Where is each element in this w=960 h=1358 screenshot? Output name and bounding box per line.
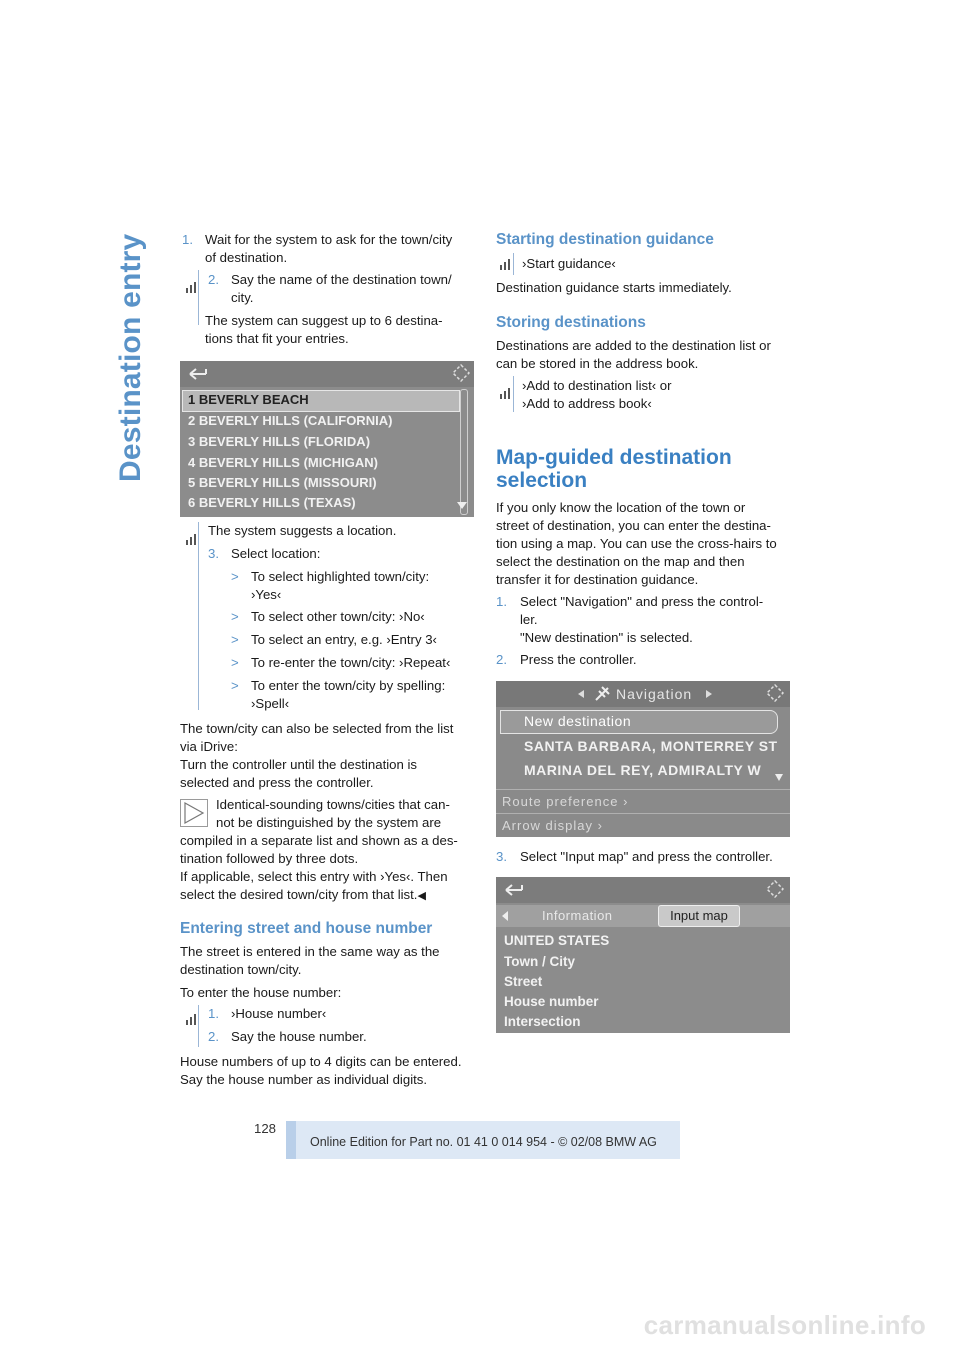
voice-command-icon bbox=[184, 1012, 198, 1026]
list-item[interactable]: UNITED STATES bbox=[504, 933, 610, 948]
map-step-1-text: Select "Navigation" and press the control- ler. "New destination" is selected. bbox=[520, 594, 764, 645]
menu-item-recent[interactable]: MARINA DEL REY, ADMIRALTY W bbox=[524, 762, 762, 778]
voice-bar bbox=[513, 253, 514, 275]
step-2-text: Say the name of the destination town/ city. bbox=[231, 272, 452, 305]
screenshot-input-map bbox=[496, 877, 790, 1033]
street-paragraph: The street is entered in the same way as the destination town/city. bbox=[180, 944, 440, 977]
divider bbox=[496, 789, 790, 790]
section-title: Destination entry bbox=[114, 233, 147, 482]
arrow-left-icon bbox=[500, 910, 510, 922]
satellite-icon bbox=[593, 685, 611, 703]
voice-bar bbox=[198, 522, 199, 710]
footer-accent bbox=[286, 1121, 296, 1159]
start-text: Destination guidance starts immediately. bbox=[496, 280, 732, 295]
tab-bar bbox=[496, 905, 790, 927]
tab-input-map[interactable]: Input map bbox=[658, 905, 740, 927]
back-arrow-icon bbox=[188, 367, 208, 381]
settings-diamond-icon bbox=[766, 684, 784, 702]
house-intro: To enter the house number: bbox=[180, 985, 342, 1000]
voice-bar bbox=[513, 376, 514, 412]
house-step-1-text: ›House number‹ bbox=[231, 1006, 327, 1021]
list-item[interactable]: Intersection bbox=[504, 1014, 581, 1029]
arrow-right-icon bbox=[704, 689, 714, 699]
bullet-item: > To select highlighted town/city: ›Yes‹ bbox=[231, 569, 430, 602]
menu-item-arrow-display[interactable]: Arrow display › bbox=[502, 818, 603, 833]
voice-command-icon bbox=[498, 257, 512, 271]
list-item[interactable]: 3 BEVERLY HILLS (FLORIDA) bbox=[188, 434, 371, 449]
map-step-2-text: Press the controller. bbox=[520, 652, 637, 667]
list-item[interactable]: 4 BEVERLY HILLS (MICHIGAN) bbox=[188, 455, 378, 470]
menu-item-route-preference[interactable]: Route preference › bbox=[502, 794, 629, 809]
page-number: 128 bbox=[254, 1121, 277, 1136]
note-paragraph: Identical-sounding towns/cities that can- not be distinguished by the system are compiled in a separate list and shown as a des- tination followed by three dots. If applicable, select this entry with ›Yes‹. Then select the desired town/city from that list.◀ bbox=[180, 797, 458, 902]
footer-text: Online Edition for Part no. 01 41 0 014 954 - © 02/08 BMW AG bbox=[310, 1135, 657, 1149]
voice-bar bbox=[198, 270, 199, 325]
house-step-2: 2. bbox=[208, 1029, 219, 1044]
screen-header bbox=[180, 361, 474, 387]
watermark: carmanualsonline.info bbox=[643, 1310, 926, 1340]
tab-information[interactable]: Information bbox=[542, 908, 613, 923]
street-heading: Entering street and house number bbox=[180, 920, 433, 937]
step-3-text: Select location: bbox=[231, 546, 321, 561]
idrive-paragraph: The town/city can also be selected from the list via iDrive: Turn the controller until the destination is selected and press the controller. bbox=[180, 721, 454, 790]
back-arrow-icon bbox=[504, 883, 524, 897]
map-step-3-text: Select "Input map" and press the controller. bbox=[520, 849, 773, 864]
bullet-item: > To re-enter the town/city: ›Repeat‹ bbox=[231, 655, 451, 670]
bullet-item: > To enter the town/city by spelling: ›Spell‹ bbox=[231, 678, 446, 711]
screen-header bbox=[496, 877, 790, 903]
list-item[interactable]: 5 BEVERLY HILLS (MISSOURI) bbox=[188, 475, 377, 490]
store-paragraph: Destinations are added to the destination list or can be stored in the address book. bbox=[496, 338, 771, 371]
screen-title: Navigation bbox=[616, 686, 693, 702]
bullet-item: > To select an entry, e.g. ›Entry 3‹ bbox=[231, 632, 437, 647]
list-item[interactable]: 2 BEVERLY HILLS (CALIFORNIA) bbox=[188, 413, 393, 428]
suggest-text: The system can suggest up to 6 destina- tions that fit your entries. bbox=[205, 313, 443, 346]
store-command: ›Add to destination list‹ or ›Add to address book‹ bbox=[522, 378, 672, 411]
screenshot-destination-list bbox=[180, 361, 474, 517]
house-step-2-text: Say the house number. bbox=[231, 1029, 367, 1044]
house-step-1: 1. bbox=[208, 1006, 219, 1021]
settings-diamond-icon bbox=[452, 364, 470, 382]
start-heading: Starting destination guidance bbox=[496, 231, 714, 248]
settings-diamond-icon bbox=[766, 880, 784, 898]
screenshot-navigation-menu bbox=[496, 681, 790, 837]
bullet-list bbox=[231, 568, 481, 717]
arrow-left-icon bbox=[576, 689, 586, 699]
step-2: 2. bbox=[208, 272, 219, 287]
step-1-text: Wait for the system to ask for the town/city of destination. bbox=[205, 232, 453, 265]
bullet-item: > To select other town/city: ›No‹ bbox=[231, 609, 425, 624]
menu-item-recent[interactable]: SANTA BARBARA, MONTERREY ST bbox=[524, 738, 778, 754]
map-heading: Map-guided destination selection bbox=[496, 446, 732, 492]
house-paragraph: House numbers of up to 4 digits can be entered. Say the house number as individual digits. bbox=[180, 1054, 462, 1087]
list-item[interactable]: 1 BEVERLY BEACH bbox=[188, 392, 309, 407]
suggests-location: The system suggests a location. bbox=[208, 523, 397, 538]
start-command: ›Start guidance‹ bbox=[522, 256, 616, 271]
step-3: 3. bbox=[208, 546, 219, 561]
end-marker-icon: ◀ bbox=[417, 890, 426, 902]
voice-command-icon bbox=[184, 532, 198, 546]
map-step-3: 3. bbox=[496, 849, 507, 864]
voice-command-icon bbox=[498, 386, 512, 400]
list-item[interactable]: House number bbox=[504, 994, 599, 1009]
map-step-2: 2. bbox=[496, 652, 507, 667]
list-item[interactable]: Town / City bbox=[504, 954, 575, 969]
step-1: 1. bbox=[182, 232, 193, 247]
scroll-down-arrow-icon bbox=[456, 501, 468, 511]
divider bbox=[496, 813, 790, 814]
scroll-down-arrow-icon bbox=[774, 773, 784, 783]
voice-command-icon bbox=[184, 280, 198, 294]
menu-item-new-destination[interactable]: New destination bbox=[524, 713, 632, 729]
scrollbar[interactable] bbox=[460, 389, 468, 515]
map-paragraph: If you only know the location of the town or street of destination, you can enter the destina- tion using a map. You can use the cross-hairs to select the destination on the map and then transfer it for destination guidance. bbox=[496, 500, 777, 587]
list-item[interactable]: 6 BEVERLY HILLS (TEXAS) bbox=[188, 495, 356, 510]
map-step-1: 1. bbox=[496, 594, 507, 609]
list-item[interactable]: Street bbox=[504, 974, 543, 989]
store-heading: Storing destinations bbox=[496, 314, 646, 331]
voice-bar bbox=[198, 1005, 199, 1047]
